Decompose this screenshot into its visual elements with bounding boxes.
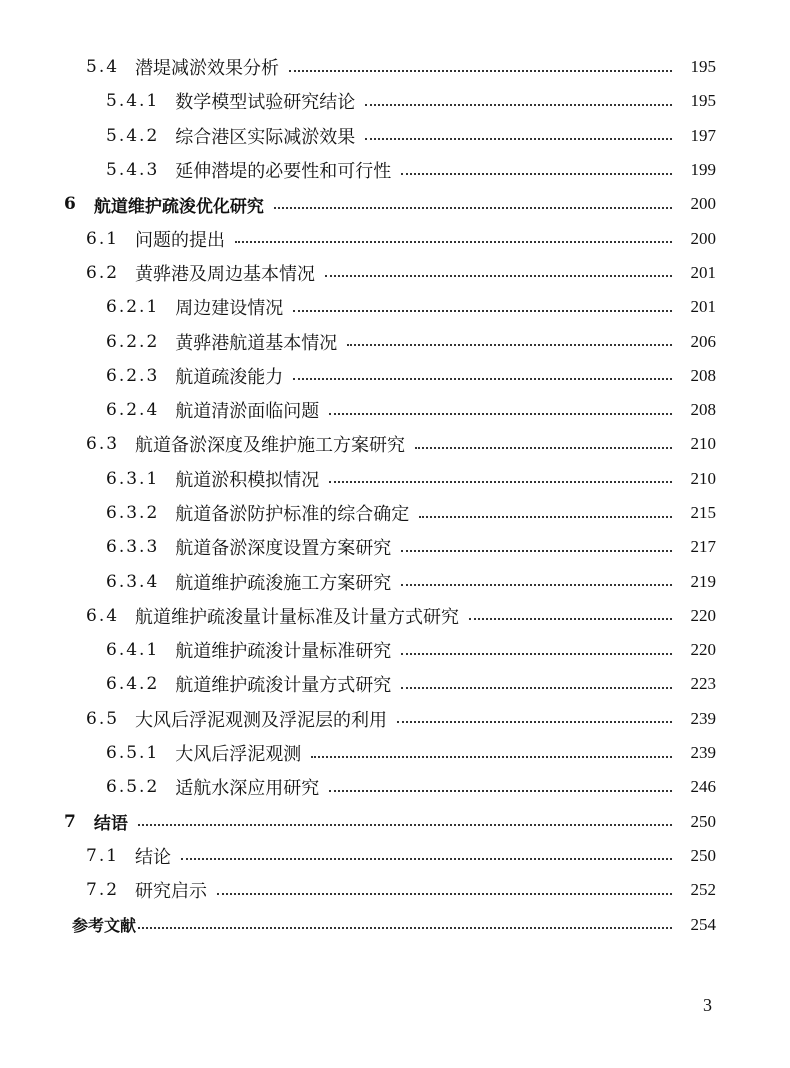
toc-entry-title: 结论 <box>135 846 172 868</box>
toc-section-row <box>0 633 790 667</box>
toc-entry-number: 7.2 <box>86 880 120 901</box>
dot-leader <box>401 583 672 586</box>
toc-entry-page: 250 <box>690 811 716 831</box>
dot-leader <box>329 412 672 415</box>
toc-entry-title: 航道维护疏浚量计量标准及计量方式研究 <box>135 606 460 628</box>
toc-entry-number: 6.4 <box>86 605 120 626</box>
dot-leader <box>138 926 672 929</box>
toc-section-row <box>0 530 790 564</box>
toc-entry-page: 208 <box>690 365 716 385</box>
toc-entry-number: 6 <box>64 194 78 215</box>
toc-entry-title: 航道维护疏浚计量标准研究 <box>175 641 392 663</box>
toc-entry-title: 航道淤积模拟情况 <box>175 469 320 491</box>
toc-entry-number: 6.3.3 <box>106 537 160 558</box>
toc-entry-title: 航道维护疏浚优化研究 <box>93 196 264 217</box>
dot-leader <box>181 857 672 860</box>
toc-entry-page: 219 <box>690 571 716 591</box>
toc-entry-title: 参考文献 <box>72 916 137 936</box>
toc-entry-title: 大风后浮泥观测 <box>175 744 302 766</box>
page-number: 3 <box>703 995 712 1015</box>
toc-section-row <box>0 427 790 461</box>
toc-entry-title: 适航水深应用研究 <box>175 778 320 800</box>
dot-leader <box>217 892 672 895</box>
toc-section-row <box>0 599 790 633</box>
dot-leader <box>415 446 672 449</box>
toc-entry-title: 大风后浮泥观测及浮泥层的利用 <box>135 709 388 731</box>
toc-entry-title: 航道清淤面临问题 <box>175 401 320 423</box>
toc-entry-page: 195 <box>690 91 716 111</box>
dot-leader <box>397 720 672 723</box>
dot-leader <box>325 274 672 277</box>
toc-entry-page: 208 <box>690 400 716 420</box>
toc-section-row <box>0 290 790 324</box>
dot-leader <box>289 69 672 72</box>
toc-entry-number: 6.2.2 <box>106 331 160 352</box>
toc-entry-title: 数学模型试验研究结论 <box>175 92 356 114</box>
toc-entry-page: 246 <box>690 777 716 797</box>
toc-entry-page: 200 <box>690 228 716 248</box>
toc-entry-page: 217 <box>690 537 716 557</box>
toc-section-row <box>0 221 790 255</box>
toc-entry-page: 223 <box>690 674 716 694</box>
toc-entry-page: 252 <box>690 880 716 900</box>
toc-section-row <box>0 153 790 187</box>
dot-leader <box>401 172 672 175</box>
toc-section-row <box>0 496 790 530</box>
toc-section-row <box>0 393 790 427</box>
dot-leader <box>401 549 672 552</box>
toc-entry-page: 199 <box>690 160 716 180</box>
dot-leader <box>235 240 672 243</box>
toc-entry-title: 航道维护疏浚施工方案研究 <box>175 572 392 594</box>
dot-leader <box>293 377 672 380</box>
dot-leader <box>401 652 672 655</box>
toc-entry-number: 6.3.1 <box>106 468 160 489</box>
toc-section-row <box>0 84 790 118</box>
dot-leader <box>138 823 672 826</box>
toc-entry-title: 周边建设情况 <box>175 298 284 320</box>
toc-section-row <box>0 736 790 770</box>
toc-entry-number: 6.4.1 <box>106 640 160 661</box>
toc-entry-number: 6.2.1 <box>106 297 160 318</box>
dot-leader <box>365 103 672 106</box>
toc-entry-page: 239 <box>690 708 716 728</box>
toc-entry-page: 201 <box>690 297 716 317</box>
toc-entry-number: 5.4.3 <box>106 160 160 181</box>
dot-leader <box>293 309 672 312</box>
toc-section-row <box>0 702 790 736</box>
toc-entry-number: 6.3.2 <box>106 503 160 523</box>
toc-entry-title: 航道备淤防护标准的综合确定 <box>175 504 410 525</box>
toc-chapter-row <box>0 187 790 221</box>
toc-entry-number: 6.3 <box>86 434 120 455</box>
toc-references-row <box>0 907 790 941</box>
dot-leader <box>311 755 672 758</box>
toc-entry-number: 7 <box>64 811 78 832</box>
toc-entry-title: 综合港区实际减淤效果 <box>175 126 356 148</box>
toc-entry-number: 6.3.4 <box>106 571 160 592</box>
toc-entry-number: 6.5 <box>86 708 120 729</box>
toc-section-row <box>0 873 790 907</box>
dot-leader <box>329 480 672 483</box>
toc-entry-title: 黄骅港及周边基本情况 <box>135 263 316 285</box>
toc-entry-number: 5.4.2 <box>106 125 160 146</box>
dot-leader <box>401 686 672 689</box>
dot-leader <box>329 789 672 792</box>
toc-section-row <box>0 462 790 496</box>
toc-entry-page: 210 <box>690 468 716 488</box>
dot-leader <box>365 137 672 140</box>
toc-entry-title: 航道维护疏浚计量方式研究 <box>175 675 392 697</box>
toc-entry-number: 6.1 <box>86 228 120 249</box>
toc-entry-page: 215 <box>690 503 716 522</box>
table-of-contents <box>0 50 790 942</box>
toc-entry-title: 航道备淤深度设置方案研究 <box>175 538 392 560</box>
toc-entry-page: 197 <box>690 125 716 145</box>
toc-section-row <box>0 667 790 701</box>
toc-entry-page: 250 <box>690 845 716 865</box>
toc-section-row <box>0 839 790 873</box>
toc-entry-page: 201 <box>690 262 716 282</box>
toc-entry-number: 6.5.1 <box>106 743 160 764</box>
toc-entry-page: 220 <box>690 640 716 660</box>
toc-entry-title: 问题的提出 <box>135 229 226 251</box>
toc-entry-title: 延伸潜堤的必要性和可行性 <box>175 161 392 183</box>
toc-entry-number: 6.2.3 <box>106 365 160 386</box>
dot-leader <box>347 343 672 346</box>
toc-entry-number: 6.2.4 <box>106 400 160 421</box>
toc-entry-number: 6.2 <box>86 262 120 283</box>
toc-section-row <box>0 50 790 84</box>
toc-entry-page: 210 <box>690 434 716 454</box>
toc-section-row <box>0 256 790 290</box>
toc-section-row <box>0 119 790 153</box>
toc-entry-title: 黄骅港航道基本情况 <box>175 332 338 354</box>
toc-section-row <box>0 324 790 358</box>
toc-entry-number: 6.5.2 <box>106 777 160 798</box>
toc-entry-title: 结语 <box>93 814 128 835</box>
dot-leader <box>419 515 672 518</box>
toc-entry-title: 航道疏浚能力 <box>175 366 284 388</box>
toc-entry-page: 195 <box>690 57 716 77</box>
toc-entry-number: 5.4.1 <box>106 91 160 112</box>
toc-entry-page: 254 <box>690 914 716 934</box>
toc-entry-number: 6.4.2 <box>106 674 160 695</box>
toc-entry-page: 239 <box>690 743 716 763</box>
dot-leader <box>469 617 672 620</box>
toc-entry-number: 5.4 <box>86 57 120 78</box>
toc-section-row <box>0 770 790 804</box>
toc-chapter-row <box>0 805 790 839</box>
dot-leader <box>274 206 672 209</box>
toc-entry-title: 航道备淤深度及维护施工方案研究 <box>135 435 406 457</box>
toc-entry-page: 220 <box>690 605 716 625</box>
toc-entry-page: 200 <box>690 194 716 214</box>
toc-entry-number: 7.1 <box>86 845 120 866</box>
toc-section-row <box>0 359 790 393</box>
toc-entry-title: 研究启示 <box>135 881 208 903</box>
toc-entry-page: 206 <box>690 331 716 351</box>
toc-entry-title: 潜堤减淤效果分析 <box>135 58 280 80</box>
toc-section-row <box>0 564 790 598</box>
